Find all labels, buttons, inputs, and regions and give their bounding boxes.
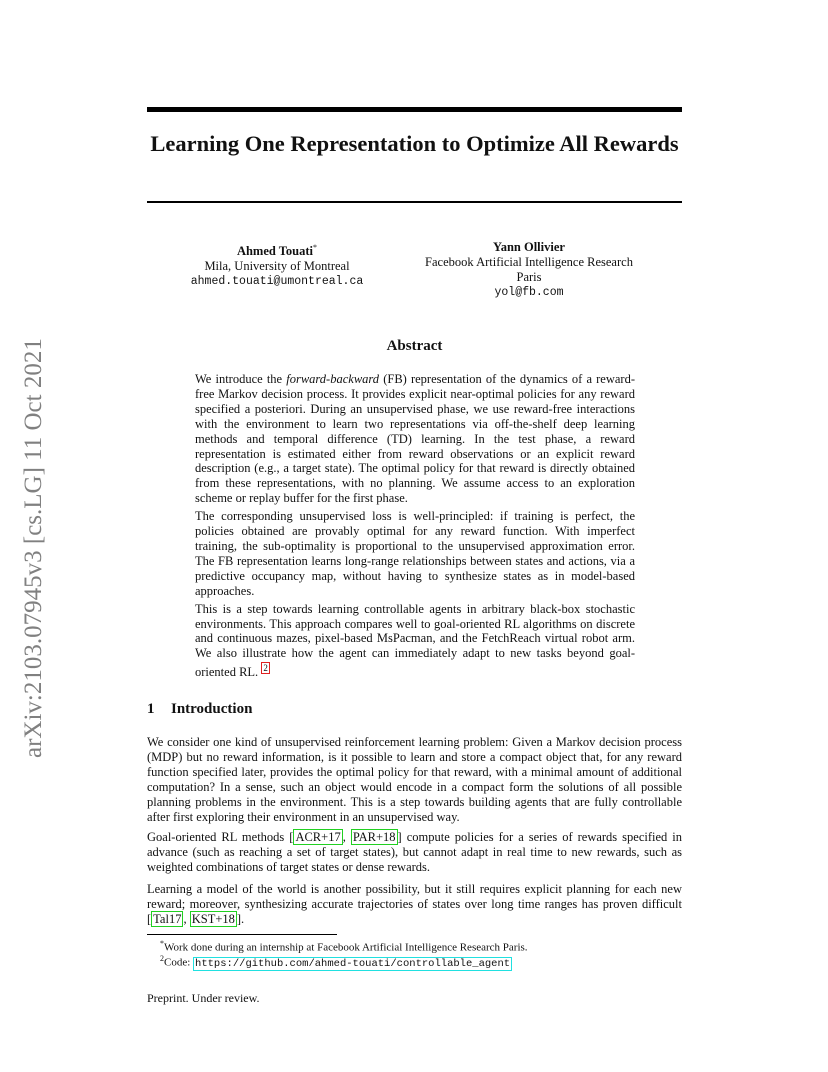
abstract-text: We introduce the bbox=[195, 372, 287, 386]
section-heading bbox=[147, 701, 252, 718]
abstract-heading: Abstract bbox=[386, 338, 443, 354]
body-text: , bbox=[183, 911, 190, 926]
footnote-mark: * bbox=[160, 939, 164, 948]
footnote-text: Work done during an internship at Facebook Artificial Intelligence Research Paris. bbox=[164, 941, 528, 954]
author-email[interactable]: ahmed.touati@umontreal.ca bbox=[190, 275, 364, 289]
section-title: Introduction bbox=[171, 701, 253, 717]
body-text: , bbox=[342, 830, 351, 844]
footnote-mark: 2 bbox=[160, 954, 164, 963]
body-text: ]. bbox=[236, 911, 245, 926]
code-url-link[interactable]: https://github.com/ahmed-touati/controllable_agent bbox=[195, 957, 511, 970]
body-text: Learning a model of the world is another possibility, but it still requires explicit planning for each new reward; moreover, synthesizing accurate trajectories of states over long time ranges has proven difficult [ bbox=[147, 882, 682, 926]
page-footer: Preprint. Under review. bbox=[147, 991, 260, 1005]
paper-title: Learning One Representation to Optimize All Rewards bbox=[150, 131, 679, 156]
abstract-emphasis: forward-backward bbox=[286, 372, 380, 386]
citation-link[interactable]: ACR+17 bbox=[295, 830, 341, 844]
footnote-2 bbox=[160, 952, 512, 971]
body-text: ] compute policies for a series of rewards specified in advance (such as reaching a set of target states), but cannot adapt in real time to new rewards, such as weighted combinations of target states or dense rewards. bbox=[147, 830, 682, 874]
author-affiliation: Facebook Artificial Intelligence Research bbox=[425, 255, 633, 269]
abstract-paragraph bbox=[195, 372, 635, 506]
footnote-rule bbox=[147, 934, 337, 935]
footnote-label: Code: bbox=[164, 956, 194, 969]
abstract-body bbox=[195, 372, 635, 680]
abstract-paragraph: The corresponding unsupervised loss is well-principled: if training is perfect, the policies obtained are provably optimal for any reward function. With imperfect training, the sub-optimality is proportional to the unsupervised approximation error. The FB representation learns long-range relationships between states and actions, via a predictive occupancy map, without having to synthesize states as in model-based approaches. bbox=[195, 509, 635, 598]
author-name: Ahmed Touati bbox=[236, 244, 314, 259]
abstract-text: (FB) representation of the dynamics of a reward-free Markov decision process. It provides explicit near-optimal policies for any reward specified a posteriori. During an unsupervised phase, we use reward-free interactions with the environment to learn two representations via off-the-shelf deep learning methods and temporal difference (TD) learning. In the test phase, a reward representation is estimated either from reward observations or an explicit reward description (e.g., a target state). The optimal policy for that reward is directly obtained from these representations, with no planning. We assume access to an exploration scheme or replay buffer for the first phase. bbox=[195, 372, 635, 506]
author-city: Paris bbox=[516, 270, 542, 284]
author-email[interactable]: yol@fb.com bbox=[494, 286, 564, 299]
author-affiliation: Mila, University of Montreal bbox=[204, 259, 350, 274]
citation-link[interactable]: PAR+18 bbox=[352, 830, 396, 844]
author-block-1 bbox=[177, 240, 377, 289]
body-text: Goal-oriented RL methods [ bbox=[147, 830, 294, 844]
intro-paragraph-1: We consider one kind of unsupervised reinforcement learning problem: Given a Markov decision process (MDP) but no reward information, is it possible to learn and store a compact object that, for any reward function specified later, provides the optimal policy for that reward, with a minimal amount of additional computation? In a sense, such an object would encode in a compact form the solutions of all possible planning problems in the environment. This is a step towards building agents that are fully controllable after first exploring their environment in an unsupervised way. bbox=[147, 735, 682, 824]
author-footnote-mark: * bbox=[313, 243, 318, 252]
abstract-text: This is a step towards learning controllable agents in arbitrary black-box stochastic environments. This approach compares well to goal-oriented RL algorithms on discrete and continuous mazes, pixel-based MsPacman, and the FetchReach virtual robot arm. We also illustrate how the agent can immediately adapt to new tasks beyond goal-oriented RL. bbox=[195, 601, 635, 680]
author-name: Yann Ollivier bbox=[493, 240, 565, 254]
title-bottom-rule bbox=[147, 201, 682, 203]
citation-link[interactable]: Tal17 bbox=[153, 911, 182, 926]
intro-paragraph-3 bbox=[147, 882, 682, 927]
arxiv-stamp: arXiv:2103.07945v3 [cs.LG] 11 Oct 2021 bbox=[20, 338, 47, 758]
title-top-rule bbox=[147, 107, 682, 112]
footnote-link[interactable]: 2 bbox=[263, 663, 268, 674]
author-block-2 bbox=[404, 240, 654, 300]
abstract-paragraph bbox=[195, 602, 635, 681]
section-number: 1 bbox=[147, 701, 155, 717]
citation-link[interactable]: KST+18 bbox=[191, 911, 235, 926]
intro-paragraph-2 bbox=[147, 830, 682, 875]
